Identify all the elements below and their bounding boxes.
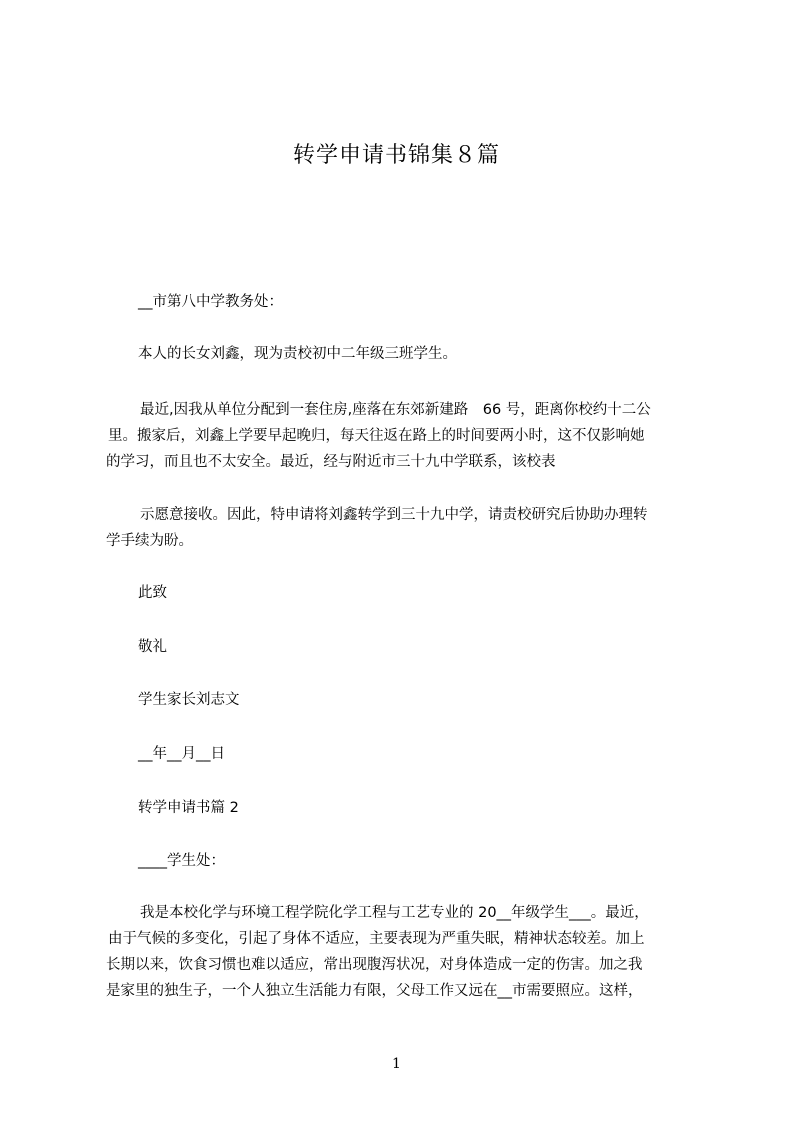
paragraph-line: 示愿意接收。因此，特申请将刘鑫转学到三十九中学，请责校研究后协助办理转 [140,507,648,523]
signature: 学生家长刘志文 [138,692,240,708]
paragraph-line: 的学习，而且也不太安全。最近，经与附近市三十九中学联系，该校表 [106,454,556,470]
paragraph-line: 是家里的独生子，一个人独立生活能力有限，父母工作又远在__市需要照应。这样， [106,983,643,999]
section-heading: 转学申请书篇 2 [138,800,239,816]
paragraph-reason [106,397,704,475]
page-number: 1 [392,1056,401,1072]
paragraph-request [106,502,704,554]
paragraph-line: 我是本校化学与环境工程学院化学工程与工艺专业的 20__年级学生___。最近， [140,905,649,921]
salutation: __市第八中学教务处： [138,294,283,310]
closing-line-1: 此致 [138,585,167,601]
salutation-2: ____学生处： [138,853,225,869]
closing-line-2: 敬礼 [138,639,167,655]
paragraph-line: 里。搬家后，刘鑫上学要早起晚归，每天往返在路上的时间要两小时，这不仅影响她 [108,428,645,444]
paragraph-student [106,900,704,1004]
paragraph-line: 由于气候的多变化，引起了身体不适应，主要表现为严重失眠，精神状态较差。加上 [108,931,645,947]
paragraph-line: 长期以来，饮食习惯也难以适应，常出现腹泻状况，对身体造成一定的伤害。加之我 [106,957,643,973]
paragraph-intro: 本人的长女刘鑫，现为责校初中二年级三班学生。 [138,346,457,362]
paragraph-line: 最近,因我从单位分配到一套住房,座落在东郊新建路 66 号，距离你校约十二公 [140,402,651,418]
document-title: 转学申请书锦集８篇 [292,143,500,168]
paragraph-line: 学手续为盼。 [106,533,193,549]
date-line: __年__月__日 [138,746,225,762]
